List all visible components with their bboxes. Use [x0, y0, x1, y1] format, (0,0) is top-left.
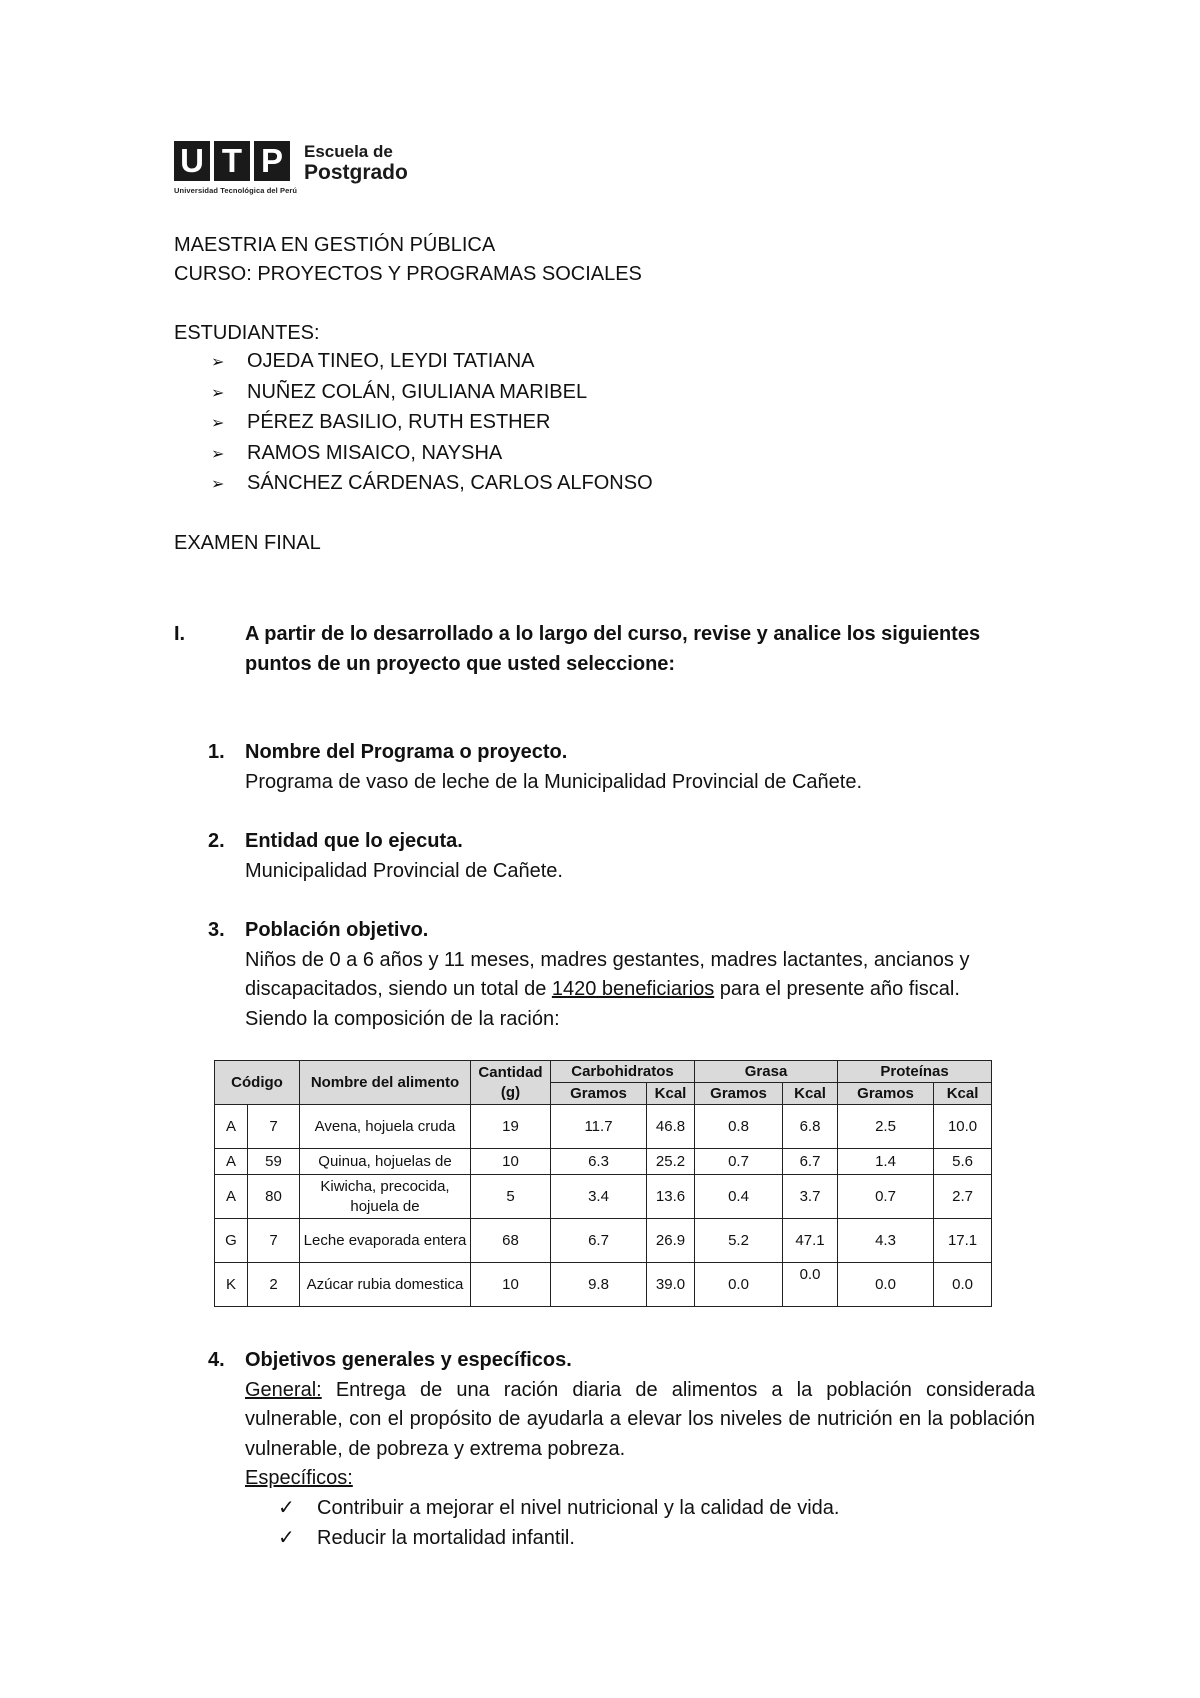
logo-university-name: Universidad Tecnológica del Perú	[174, 186, 298, 195]
cell-code-number: 7	[248, 1219, 300, 1263]
cell-prot-kcal: 5.6	[934, 1149, 992, 1175]
section1	[245, 738, 1035, 797]
arrow-bullet-icon: ➢	[211, 384, 225, 402]
cell-carb-grams: 3.4	[551, 1175, 647, 1219]
logo-school-line1: Escuela de	[304, 142, 393, 161]
section2-title: Entidad que lo ejecuta.	[245, 830, 463, 852]
cell-fat-grams: 0.8	[695, 1105, 783, 1149]
cell-code-number: 59	[248, 1149, 300, 1175]
students-list	[211, 347, 653, 500]
section3-title: Población objetivo.	[245, 919, 429, 941]
cell-code-number: 80	[248, 1175, 300, 1219]
header-prot-gramos: Gramos	[838, 1083, 934, 1105]
cell-prot-kcal: 0.0	[934, 1263, 992, 1307]
section4-title: Objetivos generales y específicos.	[245, 1349, 572, 1371]
cell-carb-kcal: 26.9	[647, 1219, 695, 1263]
cell-fat-kcal: 3.7	[783, 1175, 838, 1219]
cell-code-group: K	[215, 1263, 248, 1307]
cell-prot-grams: 4.3	[838, 1219, 934, 1263]
student-item	[211, 439, 653, 470]
cell-prot-kcal: 10.0	[934, 1105, 992, 1149]
student-name: OJEDA TINEO, LEYDI TATIANA	[247, 350, 535, 372]
specific-objective-item	[278, 1493, 839, 1523]
cell-fat-grams: 0.7	[695, 1149, 783, 1175]
header-carb-gramos: Gramos	[551, 1083, 647, 1105]
logo-school-line2: Postgrado	[304, 161, 408, 184]
cell-fat-grams: 0.0	[695, 1263, 783, 1307]
student-name: SÁNCHEZ CÁRDENAS, CARLOS ALFONSO	[247, 472, 653, 495]
cell-food-name: Azúcar rubia domestica	[300, 1263, 471, 1307]
table-row	[215, 1219, 992, 1263]
logo-letter-t: T	[214, 141, 250, 181]
table-row	[215, 1105, 992, 1149]
section1-number: 1.	[208, 741, 225, 763]
program-title: MAESTRIA EN GESTIÓN PÚBLICA	[174, 234, 496, 256]
student-item	[211, 347, 653, 378]
cell-quantity: 68	[471, 1219, 551, 1263]
cell-fat-kcal: 47.1	[783, 1219, 838, 1263]
section3-text-line1: Niños de 0 a 6 años y 11 meses, madres gestantes, madres lactantes, ancianos y	[245, 948, 970, 971]
general-objective	[245, 1376, 1035, 1465]
section3-text-line3: Siendo la composición de la ración:	[245, 1007, 560, 1030]
utp-logo	[174, 141, 434, 201]
general-text: Entrega de una ración diaria de alimentos a la población considerada vulnerable, con el propósito de ayudarla a elevar los niveles de nutrición en la población vulnerable, de pobreza y extrema pobreza.	[245, 1378, 1035, 1460]
cell-prot-kcal: 2.7	[934, 1175, 992, 1219]
cell-food-name: Quinua, hojuelas de	[300, 1149, 471, 1175]
exam-title: EXAMEN FINAL	[174, 532, 321, 554]
section3-text-post: para el presente año fiscal.	[714, 978, 960, 1000]
arrow-bullet-icon: ➢	[211, 476, 225, 494]
logo-letter-p: P	[254, 141, 290, 181]
cell-prot-grams: 1.4	[838, 1149, 934, 1175]
section2-number: 2.	[208, 830, 225, 852]
section4	[245, 1346, 1035, 1494]
course-title: CURSO: PROYECTOS Y PROGRAMAS SOCIALES	[174, 263, 642, 285]
section3-number: 3.	[208, 919, 225, 941]
checkmark-icon: ✓	[278, 1497, 295, 1519]
cell-carb-kcal: 46.8	[647, 1105, 695, 1149]
section2-text: Municipalidad Provincial de Cañete.	[245, 859, 563, 882]
section1-text: Programa de vaso de leche de la Municipalidad Provincial de Cañete.	[245, 770, 863, 793]
specific-objective-text: Contribuir a mejorar el nivel nutricional y la calidad de vida.	[317, 1497, 840, 1519]
ration-composition-table	[214, 1060, 992, 1307]
header-carbohidratos: Carbohidratos	[551, 1061, 695, 1083]
cell-carb-grams: 9.8	[551, 1263, 647, 1307]
header-codigo: Código	[215, 1061, 300, 1105]
table-row	[215, 1175, 992, 1219]
student-item	[211, 378, 653, 409]
section1-title: Nombre del Programa o proyecto.	[245, 741, 568, 763]
general-label: General:	[245, 1378, 322, 1401]
arrow-bullet-icon: ➢	[211, 354, 225, 371]
student-name: RAMOS MISAICO, NAYSHA	[247, 441, 503, 464]
cell-food-name: Leche evaporada entera	[300, 1219, 471, 1263]
header-proteinas: Proteínas	[838, 1061, 992, 1083]
checkmark-icon: ✓	[278, 1527, 295, 1549]
cell-prot-grams: 0.0	[838, 1263, 934, 1307]
cell-food-name: Avena, hojuela cruda	[300, 1105, 471, 1149]
cell-carb-grams: 6.3	[551, 1149, 647, 1175]
cell-carb-grams: 6.7	[551, 1219, 647, 1263]
cell-code-group: A	[215, 1149, 248, 1175]
logo-letters	[174, 141, 290, 181]
cell-fat-grams: 5.2	[695, 1219, 783, 1263]
cell-code-number: 2	[248, 1263, 300, 1307]
cell-carb-kcal: 39.0	[647, 1263, 695, 1307]
cell-quantity: 10	[471, 1263, 551, 1307]
student-name: NUÑEZ COLÁN, GIULIANA MARIBEL	[247, 380, 588, 403]
cell-quantity: 10	[471, 1149, 551, 1175]
cell-fat-kcal: 6.7	[783, 1149, 838, 1175]
header-grasa: Grasa	[695, 1061, 838, 1083]
specific-objective-text: Reducir la mortalidad infantil.	[317, 1527, 575, 1549]
cell-carb-kcal: 13.6	[647, 1175, 695, 1219]
cell-prot-grams: 2.5	[838, 1105, 934, 1149]
table-row	[215, 1149, 992, 1175]
header-prot-kcal: Kcal	[934, 1083, 992, 1105]
student-item	[211, 469, 653, 500]
section4-number: 4.	[208, 1349, 225, 1371]
section2	[245, 827, 1035, 886]
header-nombre: Nombre del alimento	[300, 1061, 471, 1105]
beneficiaries-count: 1420 beneficiarios	[551, 978, 715, 1000]
cell-quantity: 5	[471, 1175, 551, 1219]
header-cantidad: Cantidad (g)	[471, 1061, 551, 1105]
header-carb-kcal: Kcal	[647, 1083, 695, 1105]
student-item	[211, 408, 653, 439]
cell-prot-grams: 0.7	[838, 1175, 934, 1219]
cell-code-group: A	[215, 1175, 248, 1219]
header-fat-kcal: Kcal	[783, 1083, 838, 1105]
table-row	[215, 1263, 992, 1307]
cell-food-name: Kiwicha, precocida, hojuela de	[300, 1175, 471, 1219]
logo-school-name	[304, 142, 434, 184]
part-instruction	[245, 620, 1035, 679]
cell-carb-grams: 11.7	[551, 1105, 647, 1149]
arrow-bullet-icon: ➢	[211, 445, 225, 463]
specific-objectives-list	[278, 1493, 839, 1553]
specific-objective-item	[278, 1523, 839, 1553]
part-instruction-line1: A partir de lo desarrollado a lo largo del curso, revise y analice los siguientes	[245, 623, 981, 645]
students-heading: ESTUDIANTES:	[174, 322, 320, 344]
logo-letter-u: U	[174, 141, 210, 181]
arrow-bullet-icon: ➢	[211, 415, 225, 433]
part-instruction-line2: puntos de un proyecto que usted seleccione:	[245, 652, 676, 675]
header-fat-gramos: Gramos	[695, 1083, 783, 1105]
specific-label: Específicos:	[245, 1467, 353, 1489]
student-name: PÉREZ BASILIO, RUTH ESTHER	[247, 411, 551, 434]
part-numeral: I.	[174, 623, 186, 645]
cell-code-number: 7	[248, 1105, 300, 1149]
cell-prot-kcal: 17.1	[934, 1219, 992, 1263]
section3	[245, 916, 1035, 1034]
section3-text-line2	[245, 975, 1035, 1005]
cell-quantity: 19	[471, 1105, 551, 1149]
section3-text-pre: discapacitados, siendo un total de	[245, 978, 552, 1000]
cell-code-group: A	[215, 1105, 248, 1149]
cell-fat-kcal: 0.0	[783, 1263, 838, 1307]
cell-fat-grams: 0.4	[695, 1175, 783, 1219]
cell-code-group: G	[215, 1219, 248, 1263]
cell-carb-kcal: 25.2	[647, 1149, 695, 1175]
cell-fat-kcal: 6.8	[783, 1105, 838, 1149]
